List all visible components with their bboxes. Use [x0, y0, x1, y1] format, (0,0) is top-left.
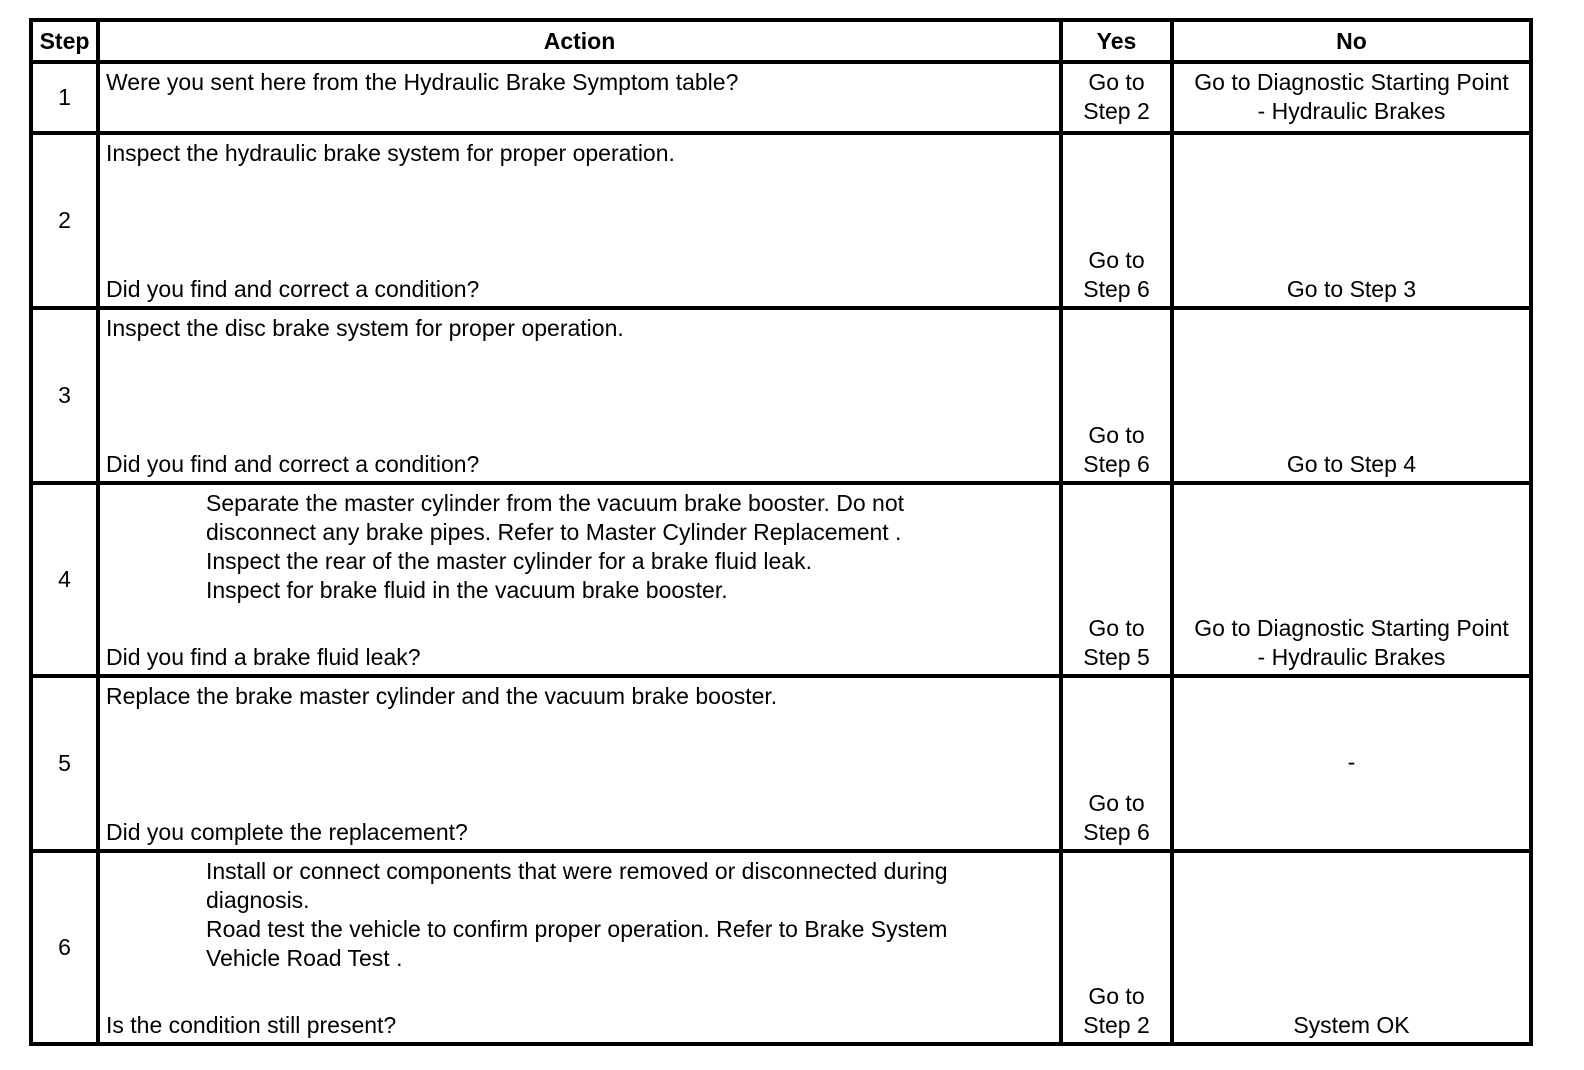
step-number: 4 — [31, 483, 98, 676]
action-text: Inspect the disc brake system for proper operation. — [106, 315, 624, 341]
action-cell — [98, 676, 1061, 851]
header-row — [31, 20, 1531, 62]
question-text: Did you find a brake fluid leak? — [106, 644, 421, 670]
header-step: Step — [31, 20, 98, 62]
action-cell — [98, 308, 1061, 483]
yes-result: Go to Step 6 — [1083, 247, 1150, 302]
no-result: Go to Diagnostic Starting Point - Hydraulic Brakes — [1194, 69, 1509, 124]
no-cell — [1172, 676, 1531, 851]
no-cell — [1172, 62, 1531, 133]
question-text: Did you find and correct a condition? — [106, 276, 480, 302]
action-text: Inspect the hydraulic brake system for proper operation. — [106, 140, 675, 166]
table-row — [31, 133, 1531, 308]
yes-cell — [1061, 308, 1172, 483]
table-row — [31, 62, 1531, 133]
step-number: 6 — [31, 851, 98, 1044]
yes-result: Go to Step 5 — [1083, 615, 1150, 670]
header-yes: Yes — [1061, 20, 1172, 62]
table-row — [31, 308, 1531, 483]
yes-result: Go to Step 2 — [1083, 983, 1150, 1038]
yes-cell — [1061, 483, 1172, 676]
action-text: Separate the master cylinder from the vacuum brake booster. Do not disconnect any brake pipes. Refer to Master Cylinder Replacement . Inspect the rear of the master cylinder for a brake fluid leak. Inspect for brake fluid in the vacuum brake booster. — [206, 490, 905, 603]
step-number: 1 — [31, 62, 98, 133]
header-no: No — [1172, 20, 1531, 62]
no-cell — [1172, 133, 1531, 308]
action-cell — [98, 851, 1061, 1044]
yes-result: Go to Step 2 — [1083, 69, 1150, 124]
yes-cell — [1061, 851, 1172, 1044]
table-row — [31, 851, 1531, 1044]
no-cell — [1172, 483, 1531, 676]
diagnostic-table — [29, 18, 1533, 1046]
table-row — [31, 676, 1531, 851]
yes-cell — [1061, 133, 1172, 308]
no-result: - — [1347, 749, 1356, 775]
step-number: 5 — [31, 676, 98, 851]
action-cell — [98, 483, 1061, 676]
action-text: Replace the brake master cylinder and the vacuum brake booster. — [106, 683, 778, 709]
action-text: Were you sent here from the Hydraulic Brake Symptom table? — [106, 69, 739, 95]
action-cell — [98, 62, 1061, 133]
action-cell — [98, 133, 1061, 308]
step-number: 3 — [31, 308, 98, 483]
action-text: Install or connect components that were removed or disconnected during diagnosis. Road test the vehicle to confirm proper operation. Refer to Brake System Vehicle Road Test . — [206, 858, 948, 971]
no-cell — [1172, 851, 1531, 1044]
step-number: 2 — [31, 133, 98, 308]
question-text: Is the condition still present? — [106, 1012, 397, 1038]
yes-result: Go to Step 6 — [1083, 422, 1150, 477]
no-result: Go to Step 3 — [1286, 276, 1417, 302]
yes-cell — [1061, 676, 1172, 851]
question-text: Did you complete the replacement? — [106, 819, 468, 845]
no-result: Go to Step 4 — [1286, 451, 1417, 477]
table-row — [31, 483, 1531, 676]
header-action: Action — [98, 20, 1061, 62]
no-result: System OK — [1293, 1012, 1410, 1038]
yes-result: Go to Step 6 — [1083, 790, 1150, 845]
no-result: Go to Diagnostic Starting Point - Hydraulic Brakes — [1194, 615, 1509, 670]
yes-cell — [1061, 62, 1172, 133]
question-text: Did you find and correct a condition? — [106, 451, 480, 477]
no-cell — [1172, 308, 1531, 483]
